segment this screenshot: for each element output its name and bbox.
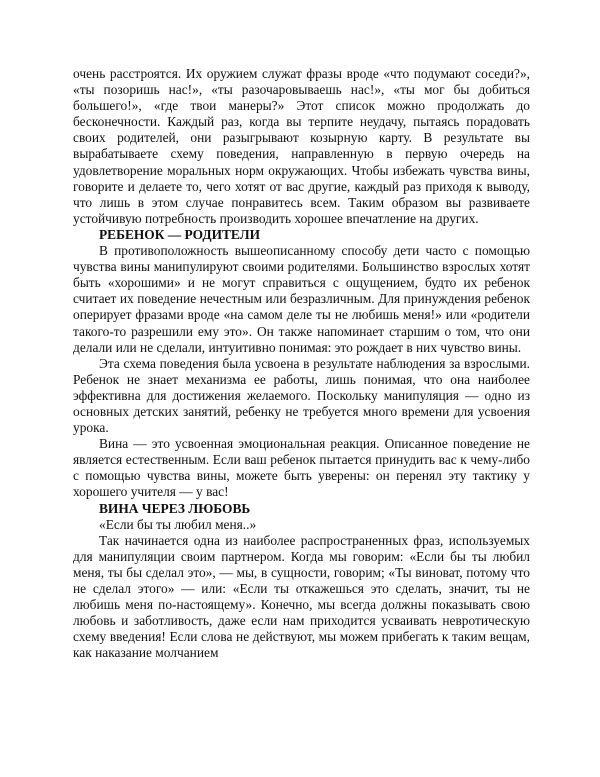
- section-heading-guilt-through-love: ВИНА ЧЕРЕЗ ЛЮБОВЬ: [99, 500, 251, 516]
- quote-line: «Если бы ты любил меня..»: [99, 516, 257, 532]
- paragraph: Так начинается одна из наиболее распространенных фраз, используемых для манипуляции своим партнером. Когда мы говорим: «Если бы ты любил меня, ты бы сделал это», — мы, в сущности, говорим; «Ты виноват, потому что не сделал этого» — или: «Если ты откажешься это сделать, значит, ты не любишь меня по-настоящему». Конечно, мы всегда должны показывать свою любовь и заботливость, даже если нам приходится усваивать невротическую схему введения! Если слова не действуют, мы можем прибегать к таким вещам, как наказание молчанием: [73, 532, 530, 661]
- paragraph: В противоположность вышеописанному способу дети часто с помощью чувства вины манипулируют своими родителями. Большинство взрослых хотят быть «хорошими» и не могут справиться с ощущением, будто их ребенок считает их поведение нечестным или безразличным. Для принуждения ребенок оперирует фразами вроде «на самом деле ты не любишь меня!» или «родители такого-то разрешили ему это». Он также напоминает старшим о том, что они делали или не сделали, интуитивно понимая: это рождает в них чувство вины.: [73, 243, 530, 355]
- paragraph: Эта схема поведения была усвоена в результате наблюдения за взрослыми. Ребенок не знает механизма ее работы, лишь понимая, что она наиболее эффективна для достижения желаемого. Поскольку манипуляция — одно из основных детских занятий, ребенку не требуется много времени для усвоения урока.: [73, 355, 530, 436]
- paragraph: Вина — это усвоенная эмоциональная реакция. Описанное поведение не является естественным. Если ваш ребенок пытается принудить вас к чему-либо с помощью чувства вины, можете быть уверены: он перенял эту тактику у хорошего учителя — у вас!: [73, 436, 530, 500]
- section-heading-child-parents: РЕБЕНОК — РОДИТЕЛИ: [99, 226, 261, 242]
- document-page: [73, 66, 530, 661]
- paragraph-continuation: очень расстроятся. Их оружием служат фразы вроде «что подумают соседи?», «ты позоришь нас!», «ты разочаровываешь нас!», «ты мог бы добиться большего!», «где твои манеры?» Этот список можно продолжать до бесконечности. Каждый раз, когда вы терпите неудачу, пытаясь порадовать своих родителей, они разыгрывают козырную карту. В результате вы вырабатываете схему поведения, направленную в первую очередь на удовлетворение моральных норм окружающих. Чтобы избежать чувства вины, говорите и делаете то, чего хотят от вас другие, каждый раз приходя к выводу, что лишь в этом случае понравитесь всем. Таким образом вы развиваете устойчивую потребность производить хорошее впечатление на других.: [73, 66, 530, 226]
